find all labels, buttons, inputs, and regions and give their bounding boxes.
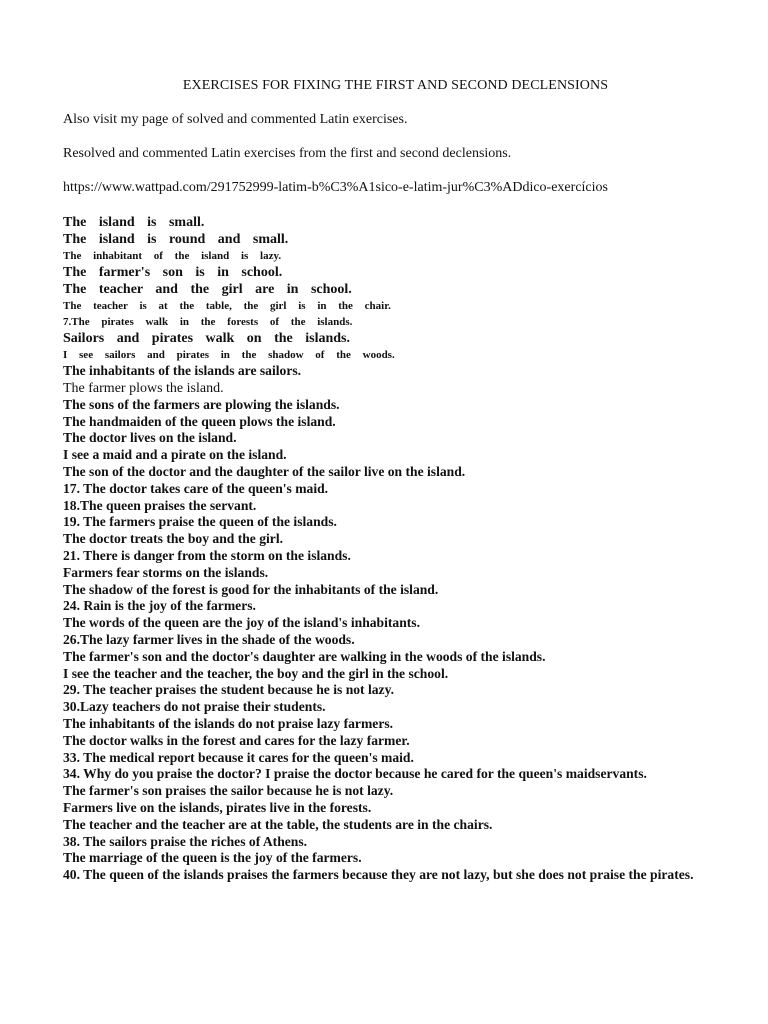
exercise-item: The words of the queen are the joy of the island's inhabitants.: [63, 615, 420, 631]
exercise-item: 34. Why do you praise the doctor? I praise the doctor because he cared for the queen's maidservants.: [63, 766, 647, 782]
exercise-item: The doctor walks in the forest and cares for the lazy farmer.: [63, 732, 410, 748]
exercise-item: The farmer's son is in school.: [63, 265, 283, 280]
exercise-item: 7.The pirates walk in the forests of the islands.: [63, 316, 353, 328]
exercise-item: The teacher and the teacher are at the table, the students are in the chairs.: [63, 816, 493, 832]
exercise-item: 24. Rain is the joy of the farmers.: [63, 598, 256, 614]
exercise-item: Sailors and pirates walk on the islands.: [63, 331, 350, 346]
exercise-item: The farmer's son and the doctor's daughter are walking in the woods of the islands.: [63, 648, 546, 664]
exercise-list: [63, 214, 766, 884]
intro-line-1: Also visit my page of solved and commented Latin exercises.: [63, 112, 408, 127]
exercises-link[interactable]: https://www.wattpad.com/291752999-latim-b%C3%A1sico-e-latim-jur%C3%ADdico-exercícios: [63, 180, 608, 195]
exercise-item: The island is round and small.: [63, 232, 289, 247]
intro-line-2: Resolved and commented Latin exercises from the first and second declensions.: [63, 146, 512, 161]
exercise-item: The inhabitants of the islands are sailors.: [63, 363, 302, 378]
exercise-item: I see the teacher and the teacher, the boy and the girl in the school.: [63, 665, 449, 681]
exercise-item: The teacher is at the table, the girl is in the chair.: [63, 300, 391, 312]
exercise-item: Farmers live on the islands, pirates live in the forests.: [63, 799, 372, 815]
exercise-item: The farmer's son praises the sailor because he is not lazy.: [63, 783, 394, 799]
exercise-item: 40. The queen of the islands praises the farmers because they are not lazy, but she does not praise the pirates.: [63, 867, 694, 883]
exercise-item: The handmaiden of the queen plows the island.: [63, 413, 336, 429]
exercise-item: The doctor treats the boy and the girl.: [63, 531, 284, 547]
page-title: EXERCISES FOR FIXING THE FIRST AND SECOND DECLENSIONS: [182, 78, 609, 93]
exercise-item: 26.The lazy farmer lives in the shade of the woods.: [63, 631, 355, 647]
exercise-item: 18.The queen praises the servant.: [63, 497, 257, 513]
document-page: [63, 76, 766, 884]
exercise-item: 29. The teacher praises the student because he is not lazy.: [63, 682, 395, 698]
exercise-item: 33. The medical report because it cares for the queen's maid.: [63, 749, 414, 765]
exercise-item: Farmers fear storms on the islands.: [63, 564, 269, 580]
exercise-item: 19. The farmers praise the queen of the islands.: [63, 514, 337, 530]
exercise-item: The doctor lives on the island.: [63, 430, 237, 446]
exercise-item: The inhabitant of the island is lazy.: [63, 250, 282, 262]
exercise-item: I see sailors and pirates in the shadow of the woods.: [63, 349, 395, 361]
exercise-item: The marriage of the queen is the joy of the farmers.: [63, 850, 362, 866]
exercise-item: 21. There is danger from the storm on the islands.: [63, 547, 351, 563]
exercise-item: The island is small.: [63, 215, 205, 230]
exercise-item: The shadow of the forest is good for the inhabitants of the island.: [63, 581, 439, 597]
exercise-item: I see a maid and a pirate on the island.: [63, 447, 287, 463]
exercise-item: 17. The doctor takes care of the queen's maid.: [63, 480, 329, 496]
exercise-item: The inhabitants of the islands do not praise lazy farmers.: [63, 715, 394, 731]
exercise-item: 30.Lazy teachers do not praise their students.: [63, 699, 326, 715]
exercise-item: The son of the doctor and the daughter of the sailor live on the island.: [63, 463, 466, 479]
exercise-item: The farmer plows the island.: [63, 380, 224, 396]
exercise-item: The teacher and the girl are in school.: [63, 282, 352, 297]
exercise-item: 38. The sailors praise the riches of Athens.: [63, 833, 308, 849]
exercise-item: The sons of the farmers are plowing the islands.: [63, 396, 340, 412]
